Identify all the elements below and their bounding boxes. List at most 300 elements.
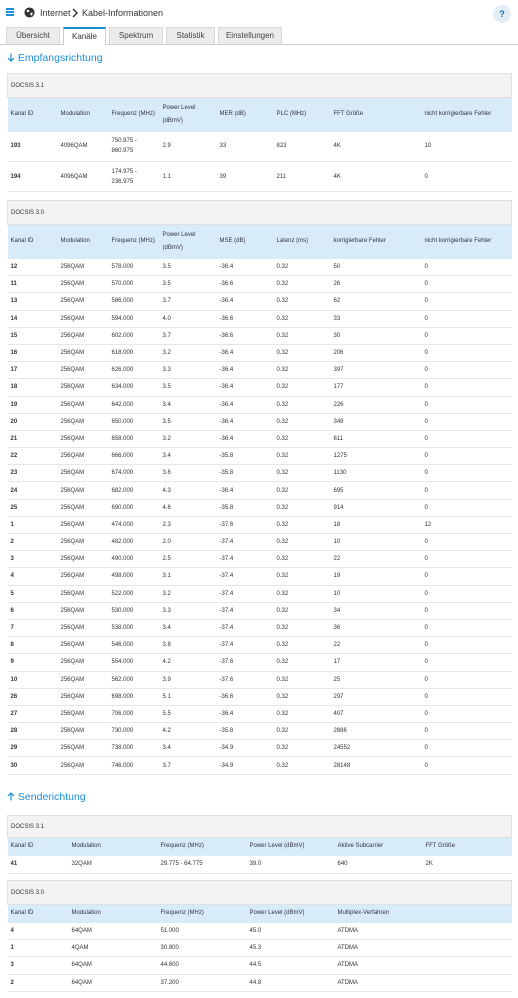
table-row	[8, 723, 512, 740]
cell-korrigierbare-fehler: 695	[331, 482, 422, 499]
table-row	[8, 430, 512, 447]
table-row	[8, 499, 512, 516]
cell-kanal-id: 30	[8, 757, 58, 774]
cell-modulation: 256QAM	[58, 568, 109, 585]
cell-korrigierbare-fehler: 28148	[331, 757, 422, 774]
cell-nicht-korrigierbare-fehler: 0	[422, 413, 512, 430]
cell-power-level-dbmv: 39.0	[247, 856, 335, 874]
cell-kanal-id: 26	[8, 688, 58, 705]
cell-power-level-dbmv: 45.3	[247, 940, 335, 957]
tab-statistik[interactable]: Statistik	[166, 27, 215, 44]
cell-korrigierbare-fehler: 349	[331, 413, 422, 430]
cell-power-level-dbmv: 4.2	[160, 723, 217, 740]
cell-modulation: 256QAM	[58, 413, 109, 430]
cell-power-level-dbmv: 3.5	[160, 413, 217, 430]
table-row	[8, 856, 512, 874]
cell-latenz-ms: 0.32	[274, 568, 331, 585]
cell-korrigierbare-fehler: 50	[331, 259, 422, 276]
cell-mse-db: -37.6	[217, 654, 274, 671]
cell-mse-db: -35.8	[217, 499, 274, 516]
cell-kanal-id: 7	[8, 619, 58, 636]
cell-mse-db: -35.8	[217, 723, 274, 740]
cell-latenz-ms: 0.32	[274, 379, 331, 396]
cell-modulation: 256QAM	[58, 637, 109, 654]
cell-korrigierbare-fehler: 33	[331, 310, 422, 327]
cell-latenz-ms: 0.32	[274, 740, 331, 757]
cell-nicht-korrigierbare-fehler: 0	[422, 654, 512, 671]
cell-frequenz-mhz: 546.000	[109, 637, 160, 654]
cell-power-level-dbmv: 3.8	[160, 637, 217, 654]
column-header-modulation: Modulation	[69, 905, 158, 923]
cell-modulation: 256QAM	[58, 671, 109, 688]
cell-kanal-id: 4	[8, 568, 58, 585]
tab-kanaele[interactable]: Kanäle	[63, 27, 106, 45]
cell-frequenz-mhz: 746.000	[109, 757, 160, 774]
cell-nicht-korrigierbare-fehler: 0	[422, 162, 512, 192]
table-row	[8, 688, 512, 705]
table-row	[8, 974, 512, 991]
column-header-nicht-korrigierbare-fehler: nicht korrigierbare Fehler	[422, 98, 512, 132]
table-header-row	[8, 98, 512, 132]
cell-mse-db: -35.8	[217, 448, 274, 465]
table-header-row	[8, 905, 512, 923]
table-row	[8, 344, 512, 361]
cell-latenz-ms: 0.32	[274, 482, 331, 499]
cell-nicht-korrigierbare-fehler: 0	[422, 757, 512, 774]
cell-mse-db: -37.6	[217, 516, 274, 533]
column-header-kanal-id: Kanal ID	[8, 905, 69, 923]
cell-mse-db: -37.6	[217, 671, 274, 688]
cell-frequenz-mhz: 498.000	[109, 568, 160, 585]
cell-power-level-dbmv: 3.4	[160, 396, 217, 413]
cell-power-level-dbmv: 3.6	[160, 465, 217, 482]
cell-korrigierbare-fehler: 611	[331, 430, 422, 447]
cell-power-level-dbmv: 44.5	[247, 957, 335, 974]
cell-modulation: 256QAM	[58, 259, 109, 276]
cell-kanal-id: 14	[8, 310, 58, 327]
cell-mse-db: -36.4	[217, 259, 274, 276]
section-title-upstream-label: Senderichtung	[17, 791, 86, 803]
cell-mse-db: -36.6	[217, 276, 274, 293]
column-header-multiplex-verfahren: Multiplex-Verfahren	[335, 905, 512, 923]
column-header-fft-gr-e: FFT Größe	[331, 98, 422, 132]
cell-power-level-dbmv: 5.5	[160, 705, 217, 722]
cell-latenz-ms: 0.32	[274, 430, 331, 447]
cell-frequenz-mhz: 682.000	[109, 482, 160, 499]
column-header-power-level-dbmv: Power Level (dBmV)	[160, 98, 217, 132]
cell-latenz-ms: 0.32	[274, 448, 331, 465]
column-header-modulation: Modulation	[69, 838, 158, 856]
cell-mse-db: -36.6	[217, 688, 274, 705]
cell-kanal-id: 4	[8, 923, 69, 940]
table-row	[8, 162, 512, 192]
cell-multiplex-verfahren: ATDMA	[335, 974, 512, 991]
cell-power-level-dbmv: 45.0	[247, 923, 335, 940]
cell-multiplex-verfahren: ATDMA	[335, 923, 512, 940]
chevron-right-icon	[71, 8, 79, 18]
cell-kanal-id: 15	[8, 327, 58, 344]
table-downstream-docsis30	[7, 200, 512, 775]
section-title-downstream[interactable]	[7, 52, 103, 64]
cell-power-level-dbmv: 2.9	[160, 132, 217, 162]
table-row	[8, 619, 512, 636]
cell-latenz-ms: 0.32	[274, 310, 331, 327]
cell-kanal-id: 3	[8, 551, 58, 568]
cell-mse-db: -36.4	[217, 482, 274, 499]
tab-bar	[0, 27, 518, 45]
table-row	[8, 516, 512, 533]
cell-modulation: 256QAM	[58, 379, 109, 396]
cell-mse-db: -37.4	[217, 568, 274, 585]
cell-power-level-dbmv: 2.3	[160, 516, 217, 533]
cell-korrigierbare-fehler: 34	[331, 602, 422, 619]
cell-kanal-id: 41	[8, 856, 69, 874]
globe-icon	[24, 7, 35, 18]
table-caption: DOCSIS 3.0	[8, 201, 512, 225]
cell-kanal-id: 18	[8, 379, 58, 396]
cell-power-level-dbmv: 3.4	[160, 448, 217, 465]
cell-korrigierbare-fehler: 25	[331, 671, 422, 688]
cell-power-level-dbmv: 3.2	[160, 430, 217, 447]
cell-nicht-korrigierbare-fehler: 0	[422, 551, 512, 568]
cell-power-level-dbmv: 3.4	[160, 740, 217, 757]
table-row	[8, 132, 512, 162]
cell-mse-db: -36.4	[217, 396, 274, 413]
cell-mse-db: -37.4	[217, 534, 274, 551]
cell-modulation: 256QAM	[58, 482, 109, 499]
column-header-modulation: Modulation	[58, 98, 109, 132]
table-caption: DOCSIS 3.1	[8, 816, 512, 838]
cell-kanal-id: 23	[8, 465, 58, 482]
cell-nicht-korrigierbare-fehler: 0	[422, 671, 512, 688]
cell-nicht-korrigierbare-fehler: 0	[422, 310, 512, 327]
cell-frequenz-mhz: 706.000	[109, 705, 160, 722]
cell-modulation: 256QAM	[58, 276, 109, 293]
cell-power-level-dbmv: 3.2	[160, 585, 217, 602]
cell-kanal-id: 2	[8, 974, 69, 991]
cell-modulation: 256QAM	[58, 740, 109, 757]
cell-latenz-ms: 0.32	[274, 534, 331, 551]
cell-latenz-ms: 0.32	[274, 637, 331, 654]
cell-power-level-dbmv: 2.0	[160, 534, 217, 551]
cell-frequenz-mhz: 642.000	[109, 396, 160, 413]
cell-modulation: 64QAM	[69, 923, 158, 940]
cell-nicht-korrigierbare-fehler: 0	[422, 688, 512, 705]
cell-modulation: 256QAM	[58, 430, 109, 447]
cell-modulation: 256QAM	[58, 705, 109, 722]
cell-frequenz-mhz: 634.000	[109, 379, 160, 396]
cell-modulation: 4096QAM	[58, 162, 109, 192]
cell-frequenz-mhz: 490.000	[109, 551, 160, 568]
table-caption: DOCSIS 3.1	[8, 74, 512, 98]
cell-kanal-id: 13	[8, 293, 58, 310]
table-row	[8, 757, 512, 774]
cell-kanal-id: 10	[8, 671, 58, 688]
column-header-mer-db: MER (dB)	[217, 98, 274, 132]
cell-mse-db: -37.4	[217, 619, 274, 636]
cell-nicht-korrigierbare-fehler: 0	[422, 430, 512, 447]
cell-nicht-korrigierbare-fehler: 12	[422, 516, 512, 533]
cell-latenz-ms: 0.32	[274, 585, 331, 602]
cell-modulation: 256QAM	[58, 534, 109, 551]
cell-korrigierbare-fehler: 10	[331, 534, 422, 551]
cell-nicht-korrigierbare-fehler: 0	[422, 619, 512, 636]
cell-kanal-id: 28	[8, 723, 58, 740]
table-row	[8, 413, 512, 430]
cell-latenz-ms: 0.32	[274, 344, 331, 361]
table-row	[8, 568, 512, 585]
column-header-frequenz-mhz: Frequenz (MHz)	[158, 838, 247, 856]
cell-frequenz-mhz: 44.600	[158, 957, 247, 974]
cell-modulation: 256QAM	[58, 757, 109, 774]
cell-modulation: 256QAM	[58, 602, 109, 619]
cell-kanal-id: 27	[8, 705, 58, 722]
cell-kanal-id: 2	[8, 534, 58, 551]
column-header-power-level-dbmv: Power Level (dBmV)	[160, 225, 217, 259]
cell-mse-db: -36.4	[217, 430, 274, 447]
cell-korrigierbare-fehler: 36	[331, 619, 422, 636]
tab-spektrum[interactable]: Spektrum	[109, 27, 163, 44]
cell-frequenz-mhz: 578.000	[109, 259, 160, 276]
cell-power-level-dbmv: 1.1	[160, 162, 217, 192]
cell-nicht-korrigierbare-fehler: 0	[422, 293, 512, 310]
cell-korrigierbare-fehler: 18	[331, 516, 422, 533]
cell-frequenz-mhz: 750.975 - 860.975	[109, 132, 160, 162]
cell-power-level-dbmv: 3.5	[160, 379, 217, 396]
column-header-power-level-dbmv: Power Level (dBmV)	[247, 905, 335, 923]
table-caption: DOCSIS 3.0	[8, 881, 512, 905]
cell-mse-db: -35.8	[217, 465, 274, 482]
cell-frequenz-mhz: 602.000	[109, 327, 160, 344]
cell-mse-db: -36.6	[217, 310, 274, 327]
cell-multiplex-verfahren: ATDMA	[335, 957, 512, 974]
cell-korrigierbare-fehler: 407	[331, 705, 422, 722]
cell-frequenz-mhz: 738.000	[109, 740, 160, 757]
table-row	[8, 957, 512, 974]
cell-mse-db: -36.4	[217, 705, 274, 722]
cell-kanal-id: 194	[8, 162, 58, 192]
cell-latenz-ms: 0.32	[274, 465, 331, 482]
cell-mse-db: -34.9	[217, 740, 274, 757]
table-row	[8, 482, 512, 499]
tab-uebersicht[interactable]: Übersicht	[6, 27, 60, 44]
breadcrumb-root[interactable]: Internet	[40, 8, 71, 18]
cell-modulation: 256QAM	[58, 344, 109, 361]
cell-kanal-id: 19	[8, 396, 58, 413]
cell-modulation: 256QAM	[58, 310, 109, 327]
cell-fft-gr-e: 2K	[423, 856, 512, 874]
cell-nicht-korrigierbare-fehler: 0	[422, 448, 512, 465]
section-title-downstream-label: Empfangsrichtung	[17, 52, 103, 64]
cell-power-level-dbmv: 44.8	[247, 974, 335, 991]
cell-kanal-id: 20	[8, 413, 58, 430]
cell-korrigierbare-fehler: 10	[331, 585, 422, 602]
column-header-modulation: Modulation	[58, 225, 109, 259]
cell-power-level-dbmv: 5.1	[160, 688, 217, 705]
cell-latenz-ms: 0.32	[274, 499, 331, 516]
table-row	[8, 923, 512, 940]
cell-nicht-korrigierbare-fehler: 0	[422, 723, 512, 740]
cell-mse-db: -37.4	[217, 602, 274, 619]
cell-mse-db: -36.4	[217, 413, 274, 430]
cell-nicht-korrigierbare-fehler: 0	[422, 276, 512, 293]
cell-power-level-dbmv: 3.7	[160, 327, 217, 344]
cell-latenz-ms: 0.32	[274, 551, 331, 568]
table-row	[8, 551, 512, 568]
cell-frequenz-mhz: 594.000	[109, 310, 160, 327]
cell-frequenz-mhz: 730.000	[109, 723, 160, 740]
table-row	[8, 276, 512, 293]
cell-kanal-id: 29	[8, 740, 58, 757]
cell-kanal-id: 21	[8, 430, 58, 447]
cell-frequenz-mhz: 666.000	[109, 448, 160, 465]
column-header-mse-db: MSE (dB)	[217, 225, 274, 259]
cell-latenz-ms: 0.32	[274, 293, 331, 310]
cell-nicht-korrigierbare-fehler: 0	[422, 740, 512, 757]
cell-frequenz-mhz: 29.775 - 64.775	[158, 856, 247, 874]
table-header-row	[8, 838, 512, 856]
cell-nicht-korrigierbare-fehler: 0	[422, 585, 512, 602]
cell-frequenz-mhz: 650.000	[109, 413, 160, 430]
cell-kanal-id: 12	[8, 259, 58, 276]
cell-frequenz-mhz: 690.000	[109, 499, 160, 516]
cell-power-level-dbmv: 4.3	[160, 482, 217, 499]
arrow-down-icon	[7, 53, 15, 62]
cell-latenz-ms: 0.32	[274, 413, 331, 430]
cell-frequenz-mhz: 530.000	[109, 602, 160, 619]
cell-kanal-id: 17	[8, 362, 58, 379]
cell-power-level-dbmv: 3.4	[160, 619, 217, 636]
column-header-frequenz-mhz: Frequenz (MHz)	[109, 225, 160, 259]
cell-mse-db: -37.4	[217, 637, 274, 654]
cell-nicht-korrigierbare-fehler: 0	[422, 705, 512, 722]
column-header-plc-mhz: PLC (MHz)	[274, 98, 331, 132]
cell-frequenz-mhz: 554.000	[109, 654, 160, 671]
cell-power-level-dbmv: 4.0	[160, 310, 217, 327]
cell-power-level-dbmv: 3.1	[160, 568, 217, 585]
cell-korrigierbare-fehler: 22	[331, 637, 422, 654]
cell-nicht-korrigierbare-fehler: 0	[422, 637, 512, 654]
table-row	[8, 671, 512, 688]
cell-kanal-id: 1	[8, 940, 69, 957]
cell-nicht-korrigierbare-fehler: 0	[422, 602, 512, 619]
cell-power-level-dbmv: 2.5	[160, 551, 217, 568]
cell-korrigierbare-fehler: 22	[331, 551, 422, 568]
cell-latenz-ms: 0.32	[274, 671, 331, 688]
cell-korrigierbare-fehler: 19	[331, 568, 422, 585]
cell-plc-mhz: 823	[274, 132, 331, 162]
cell-frequenz-mhz: 586.000	[109, 293, 160, 310]
cell-mse-db: -36.4	[217, 379, 274, 396]
section-title-upstream[interactable]	[7, 791, 86, 803]
column-header-kanal-id: Kanal ID	[8, 838, 69, 856]
cell-modulation: 256QAM	[58, 723, 109, 740]
cell-korrigierbare-fehler: 177	[331, 379, 422, 396]
table-row	[8, 396, 512, 413]
cell-kanal-id: 6	[8, 602, 58, 619]
cell-frequenz-mhz: 538.000	[109, 619, 160, 636]
cell-kanal-id: 24	[8, 482, 58, 499]
cell-fft-gr-e: 4K	[331, 162, 422, 192]
cell-mse-db: -34.9	[217, 757, 274, 774]
cell-frequenz-mhz: 174.975 - 236.975	[109, 162, 160, 192]
cell-latenz-ms: 0.32	[274, 705, 331, 722]
cell-nicht-korrigierbare-fehler: 0	[422, 465, 512, 482]
column-header-frequenz-mhz: Frequenz (MHz)	[109, 98, 160, 132]
table-row	[8, 740, 512, 757]
table-row	[8, 310, 512, 327]
arrow-up-icon	[7, 792, 15, 801]
cell-modulation: 256QAM	[58, 551, 109, 568]
cell-frequenz-mhz: 482.000	[109, 534, 160, 551]
cell-nicht-korrigierbare-fehler: 0	[422, 259, 512, 276]
cell-modulation: 256QAM	[58, 619, 109, 636]
table-row	[8, 585, 512, 602]
cell-frequenz-mhz: 51.000	[158, 923, 247, 940]
help-button[interactable]: ?	[493, 5, 511, 23]
table-row	[8, 940, 512, 957]
cell-kanal-id: 3	[8, 957, 69, 974]
tab-einstellungen[interactable]: Einstellungen	[218, 27, 282, 44]
cell-latenz-ms: 0.32	[274, 619, 331, 636]
table-row	[8, 259, 512, 276]
cell-latenz-ms: 0.32	[274, 362, 331, 379]
cell-kanal-id: 1	[8, 516, 58, 533]
cell-korrigierbare-fehler: 226	[331, 396, 422, 413]
cell-power-level-dbmv: 3.5	[160, 259, 217, 276]
cell-modulation: 4096QAM	[58, 132, 109, 162]
cell-nicht-korrigierbare-fehler: 0	[422, 568, 512, 585]
table-row	[8, 379, 512, 396]
cell-nicht-korrigierbare-fehler: 0	[422, 534, 512, 551]
cell-power-level-dbmv: 3.7	[160, 293, 217, 310]
cell-korrigierbare-fehler: 206	[331, 344, 422, 361]
cell-frequenz-mhz: 37.200	[158, 974, 247, 991]
cell-frequenz-mhz: 674.000	[109, 465, 160, 482]
cell-plc-mhz: 211	[274, 162, 331, 192]
cell-korrigierbare-fehler: 1275	[331, 448, 422, 465]
cell-latenz-ms: 0.32	[274, 602, 331, 619]
table-row	[8, 465, 512, 482]
menu-icon[interactable]	[6, 8, 14, 16]
column-header-nicht-korrigierbare-fehler: nicht korrigierbare Fehler	[422, 225, 512, 259]
cell-modulation: 256QAM	[58, 516, 109, 533]
cell-nicht-korrigierbare-fehler: 0	[422, 327, 512, 344]
cell-power-level-dbmv: 4.6	[160, 499, 217, 516]
cell-frequenz-mhz: 30.800	[158, 940, 247, 957]
cell-frequenz-mhz: 562.000	[109, 671, 160, 688]
cell-kanal-id: 193	[8, 132, 58, 162]
cell-kanal-id: 8	[8, 637, 58, 654]
cell-kanal-id: 25	[8, 499, 58, 516]
cell-korrigierbare-fehler: 1130	[331, 465, 422, 482]
cell-mer-db: 33	[217, 132, 274, 162]
cell-mer-db: 39	[217, 162, 274, 192]
cell-modulation: 64QAM	[69, 974, 158, 991]
column-header-fft-gr-e: FFT Größe	[423, 838, 512, 856]
cell-korrigierbare-fehler: 24552	[331, 740, 422, 757]
cell-nicht-korrigierbare-fehler: 10	[422, 132, 512, 162]
cell-mse-db: -36.4	[217, 344, 274, 361]
cell-kanal-id: 11	[8, 276, 58, 293]
cell-multiplex-verfahren: ATDMA	[335, 940, 512, 957]
table-row	[8, 362, 512, 379]
table-row	[8, 654, 512, 671]
cell-modulation: 256QAM	[58, 688, 109, 705]
cell-korrigierbare-fehler: 26	[331, 276, 422, 293]
cell-power-level-dbmv: 3.3	[160, 602, 217, 619]
column-header-kanal-id: Kanal ID	[8, 225, 58, 259]
